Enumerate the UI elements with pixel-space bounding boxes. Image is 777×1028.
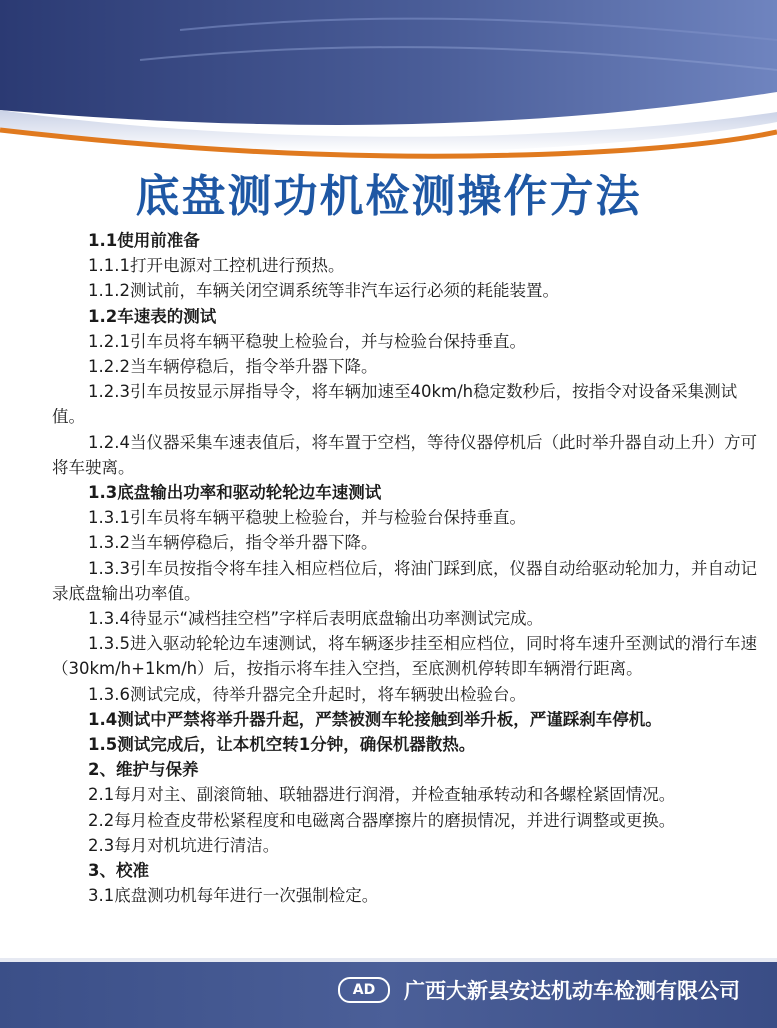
list-item: 2.1每月对主、副滚筒轴、联轴器进行润滑，并检查轴承转动和各螺栓紧固情况。 [88,785,676,805]
list-item: 1.3.6测试完成，待举升器完全升起时，将车辆驶出检验台。 [88,684,526,704]
list-item: 1.3.4待显示“减档挂空档”字样后表明底盘输出功率测试完成。 [88,609,544,629]
list-item: 3.1底盘测功机每年进行一次强制检定。 [88,886,379,906]
list-item: 1.2.4当仪器采集车速表值后，将车置于空档，等待仪器停机后（此时举升器自动上升）方可将车驶离。 [52,432,757,477]
section-heading: 1.5测试完成后，让本机空转1分钟，确保机器散热。 [88,735,476,755]
section-heading: 1.4测试中严禁将举升器升起，严禁被测车轮接触到举升板，严谨踩刹车停机。 [88,709,662,729]
section-heading: 1.3底盘输出功率和驱动轮轮边车速测试 [88,483,382,503]
header-wave-graphic [0,0,777,170]
list-item: 1.1.1打开电源对工控机进行预热。 [88,256,345,276]
company-name: 广西大新县安达机动车检测有限公司 [404,979,740,1003]
list-item: 1.3.5进入驱动轮轮边车速测试，将车辆逐步挂至相应档位，同时将车速升至测试的滑行车速（30km/h+1km/h）后，按指示将车挂入空挡，至底测机停转即车辆滑行距离。 [52,634,757,679]
list-item: 1.3.2当车辆停稳后，指令举升器下降。 [88,533,378,553]
list-item: 1.2.1引车员将车辆平稳驶上检验台，并与检验台保持垂直。 [88,331,526,351]
section-heading: 2、维护与保养 [88,760,199,780]
page-title: 底盘测功机检测操作方法 [135,171,642,222]
list-item: 1.2.3引车员按显示屏指导令，将车辆加速至40km/h稳定数秒后，按指令对设备采集测试值。 [52,382,738,427]
footer-divider [0,958,777,962]
list-item: 1.1.2测试前，车辆关闭空调系统等非汽车运行必须的耗能装置。 [88,281,559,301]
list-item: 1.3.3引车员按指令将车挂入相应档位后，将油门踩到底，仪器自动给驱动轮加力，并自动记录底盘输出功率值。 [52,558,757,603]
document-body [52,228,770,908]
section-heading: 1.2车速表的测试 [88,306,217,326]
list-item: 2.3每月对机坑进行清洁。 [88,835,280,855]
list-item: 2.2每月检查皮带松紧程度和电磁离合器摩擦片的磨损情况，并进行调整或更换。 [88,810,676,830]
header-banner [0,0,777,170]
list-item: 1.2.2当车辆停稳后，指令举升器下降。 [88,357,378,377]
company-logo: AD [338,977,390,1003]
section-heading: 1.1使用前准备 [88,231,200,250]
list-item: 1.3.1引车员将车辆平稳驶上检验台，并与检验台保持垂直。 [88,508,526,528]
section-heading: 3、校准 [88,861,149,881]
